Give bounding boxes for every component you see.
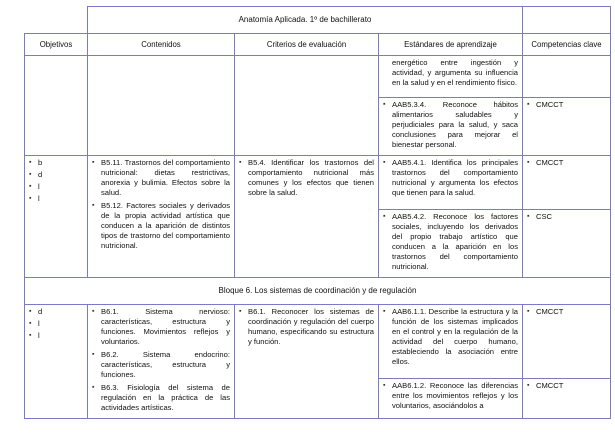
curriculum-table [24,6,611,419]
estandar-aab611-text: AAB6.1.1. Describe la estructura y la función de los sistemas implicados en el control y en la regulación de la actividad del cuerpo humano, estableciendo la asociación entre ellos. [392,307,518,366]
bullet-icon: ▪ [29,171,32,178]
contenido-item: B5.11. Trastornos del comportamiento nutricional: dietas restrictivas, anorexia y bulimia. Efectos sobre la salud. [101,158,230,197]
bullet-icon: ▪ [383,213,386,220]
competencia-aab612-text: CMCCT [536,380,564,390]
competencia-aab611-text: CMCCT [536,307,564,316]
bullet-icon: ▪ [29,308,32,315]
header-estandares: Estándares de aprendizaje [379,34,523,56]
competencia-aab534-text: CMCCT [536,100,564,109]
bullet-icon: ▪ [92,159,95,166]
objetivo-item: b [38,158,43,167]
b61-contenidos [88,305,235,419]
competencia-aab611 [523,305,611,379]
objetivo-item: d [38,170,43,179]
contenido-item: B6.3. Fisiología del sistema de regulación en la práctica de las actividades artísticas. [101,383,230,412]
table-title: Anatomía Aplicada. 1º de bachillerato [88,7,523,34]
bullet-icon: ▪ [29,332,32,339]
header-competencias: Competencias clave [523,34,611,56]
cont-estandar [379,56,523,98]
blank-corner [25,7,88,34]
header-contenidos: Contenidos [88,34,235,56]
criterio-text: B6.1. Reconocer los sistemas de coordinación y regulación del cuerpo humano, especificando su estructura y función. [248,307,374,346]
header-objetivos: Objetivos [25,34,88,56]
estandar-aab541-text: AAB5.4.1. Identifica los principales trastornos del comportamiento nutricional y argumenta los efectos que tienen para la salud. [392,158,518,197]
estandar-aab534-text: AAB5.3.4. Reconoce hábitos alimentarios saludables y perjudiciales para la salud, y saca conclusiones para mejorar el bienestar personal. [392,100,518,149]
bullet-icon: ▪ [92,308,95,315]
b61-objetivos [25,305,88,419]
competencia-aab612 [523,378,611,418]
bullet-icon: ▪ [383,308,386,315]
bullet-icon: ▪ [383,381,386,389]
competencia-aab542 [523,210,611,278]
bullet-icon: ▪ [527,159,530,166]
estandar-aab612-text: AAB6.1.2. Reconoce las diferencias entre los movimientos reflejos y los voluntarios, asociándolos a [392,380,518,410]
bullet-icon: ▪ [29,320,32,327]
contenido-item: B6.2. Sistema endocrino: características, estructura y funciones. [101,350,230,379]
contenido-item: B6.1. Sistema nervioso: características, estructura y funciones. Movimientos reflejos y voluntarios. [101,307,230,346]
objetivo-item: l [38,331,40,340]
bullet-icon: ▪ [527,308,530,315]
objetivo-item: l [38,182,40,191]
estandar-aab542-text: AAB5.4.2. Reconoce los factores sociales, incluyendo los derivados del propio trabajo artístico que conducen a la aparición en los trastornos del comportamiento nutricional. [392,212,518,271]
block6-title: Bloque 6. Los sistemas de coordinación y de regulación [25,278,611,305]
competencia-aab541 [523,156,611,210]
estandar-aab534 [379,98,523,156]
criterio-text: B5.4. Identificar los trastornos del comportamiento nutricional más comunes y los efectos que tienen sobre la salud. [248,158,374,197]
estandar-aab612 [379,378,523,418]
bullet-icon: ▪ [92,202,95,209]
cont-criterios [235,56,379,156]
bullet-icon: ▪ [527,213,530,220]
estandar-aab542 [379,210,523,278]
objetivo-item: l [38,319,40,328]
objetivo-item: d [38,307,43,316]
bullet-icon: ▪ [92,384,95,391]
competencia-aab534 [523,98,611,156]
bullet-icon: ▪ [527,101,530,108]
bullet-icon: ▪ [383,101,386,108]
competencia-aab541-text: CMCCT [536,158,564,167]
cont-objetivos [25,56,88,156]
competencia-aab542-text: CSC [536,212,553,221]
title-right-cell [523,7,611,34]
bullet-icon: ▪ [239,159,242,166]
bullet-icon: ▪ [29,159,32,166]
bullet-icon: ▪ [29,195,32,202]
estandar-aab611 [379,305,523,379]
estandar-aab541 [379,156,523,210]
estandar-continuation-text: energético entre ingestión y actividad, y argumenta su influencia en la salud y en el rendimiento físico. [392,58,518,87]
bullet-icon: ▪ [239,308,242,315]
cont-competencia-empty [523,56,611,98]
bullet-icon: ▪ [383,159,386,166]
b61-criterio [235,305,379,419]
b511-criterio [235,156,379,278]
bullet-icon: ▪ [527,381,530,389]
header-criterios: Criterios de evaluación [235,34,379,56]
cont-contenidos [88,56,235,156]
b511-contenidos [88,156,235,278]
bullet-icon: ▪ [29,183,32,190]
objetivo-item: l [38,194,40,203]
b511-objetivos [25,156,88,278]
contenido-item: B5.12. Factores sociales y derivados de la propia actividad artística que conducen a la aparición de distintos tipos de trastorno del comportamiento nutricional. [101,201,230,250]
bullet-icon: ▪ [92,351,95,358]
